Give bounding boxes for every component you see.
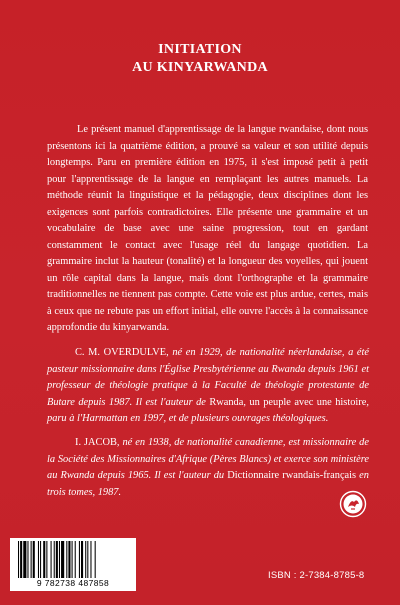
barcode-bars <box>18 541 128 578</box>
title-line-2: AU KINYARWANDA <box>132 60 268 75</box>
publisher-logo-icon <box>339 490 367 518</box>
description-paragraph: Le présent manuel d'apprentissage de la langue rwandaise, dont nous présentons ici la quatrième édition, a prouvé sa valeur et son utilité depuis longtemps. Paru en première édition en 1975, il s'est imposé petit à petit pour l'apprentissage de la langue en remplaçant les autres manuels. La méthode réunit la linguistique et la pédagogie, deux disciplines dont les exigences sont parfois contradictoires. Elle présente une grammaire et un vocabulaire de base avec une saine progression, tout en gardant constamment le contact avec l'usage réel du langage quotidien. La grammaire inclut la hauteur (tonalité) et la longueur des voyelles, qui jouent un rôle capital dans la langue, mais dont l'orthographe et la grammaire traditionnelles ne tiennent pas compte. Cette voie est plus ardue, certes, mais à ceux que ne rebute pas un effort initial, elle ouvre l'accès à la connaissance approfondie du kinyarwanda. <box>47 124 368 333</box>
book-title-dictionnaire: Dictionnaire rwandais-français <box>227 470 357 481</box>
title-line-1: INITIATION <box>158 42 242 57</box>
bio-text: , né en 1938, de nationalité canadienne, est missionnaire de la Société des Missionnaires d'Afrique (Pères Blancs) et exerce son ministère au Rwanda depuis 1965. Il est l'auteur du <box>47 437 369 481</box>
bio-text: en trois tomes, 1987. <box>47 470 369 498</box>
barcode-digits: 9 782738 487858 <box>36 578 110 588</box>
bio-text: , paru à l'Harmattan en 1997, et de plusieurs ouvrages théologiques. <box>47 396 369 424</box>
author-name-jacob: I. JACOB <box>75 437 117 448</box>
author-bio-jacob <box>47 435 369 501</box>
author-name-overdulve: C. M. OVERDULVE <box>75 347 167 358</box>
bio-text: , né en 1929, de nationalité néerlandaise, a été pasteur missionnaire dans l'Église Presbytérienne au Rwanda depuis 1961 et professeur de théologie pratique à la Faculté de théologie protestante de Butare depuis 1987. Il est l'auteur de <box>47 347 369 408</box>
isbn-number: ISBN : 2-7384-8785-8 <box>268 570 365 581</box>
author-bio-overdulve <box>47 345 369 428</box>
barcode <box>10 538 136 591</box>
book-title-rwanda: Rwanda, un peuple avec une histoire <box>209 396 367 408</box>
